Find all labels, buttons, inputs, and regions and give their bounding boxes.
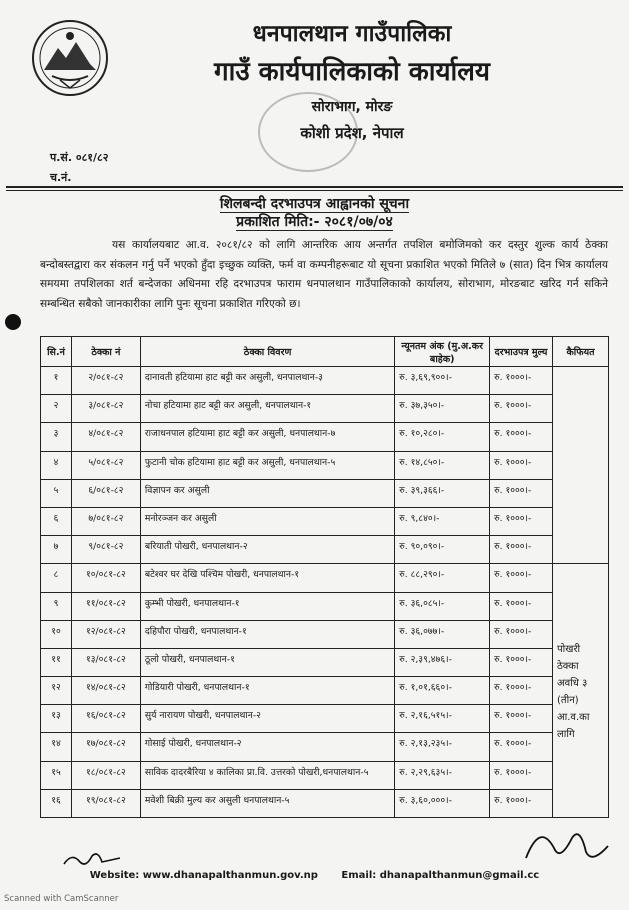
row-fee: रु. १०००।- <box>490 789 553 817</box>
row-contract-no: ४/०८१-८२ <box>71 423 140 451</box>
header-min-amount: न्यूनतम अंक (मु.अ.कर बाहेक) <box>395 337 490 367</box>
row-sn: ८ <box>41 564 72 592</box>
header-divider-thin <box>6 190 623 191</box>
table-row <box>41 367 609 395</box>
row-description: नोचा हटियामा हाट बट्टी कर असुली, धनपालथान-१ <box>140 395 394 423</box>
scanner-watermark: Scanned with CamScanner <box>4 894 119 904</box>
province-country: कोशी प्रदेश, नेपाल <box>300 124 404 142</box>
signature-right-icon <box>520 818 612 868</box>
row-min-amount: रु. ८८,२९०।- <box>395 564 490 592</box>
contract-table <box>40 336 609 818</box>
header-divider <box>6 186 623 188</box>
row-min-amount: रु. १०,२८०।- <box>395 423 490 451</box>
row-fee: रु. १०००।- <box>490 677 553 705</box>
reference-number: प.सं. ०८१/८२ <box>50 151 109 164</box>
header-description: ठेक्का विवरण <box>140 337 394 367</box>
row-fee: रु. १०००।- <box>490 592 553 620</box>
table-row <box>41 648 609 676</box>
row-contract-no: १२/०८१-८२ <box>71 620 140 648</box>
header-sn: सि.नं <box>41 337 72 367</box>
table-row <box>41 507 609 535</box>
row-contract-no: ५/०८१-८२ <box>71 451 140 479</box>
row-min-amount: रु. ९०,०९०।- <box>395 536 490 564</box>
row-fee: रु. १०००।- <box>490 395 553 423</box>
table-row <box>41 479 609 507</box>
table-row <box>41 705 609 733</box>
table-row <box>41 789 609 817</box>
row-contract-no: १०/०८१-८२ <box>71 564 140 592</box>
table-row <box>41 620 609 648</box>
row-description: बरियाती पोखरी, धनपालथान-२ <box>140 536 394 564</box>
row-contract-no: ६/०८१-८२ <box>71 479 140 507</box>
row-contract-no: १४/०८१-८२ <box>71 677 140 705</box>
footer-website: Website: www.dhanapalthanmun.gov.np <box>89 870 318 881</box>
row-description: साविक दादरबैरिया ४ कालिका प्रा.वि. उत्तरको पोखरी,धनपालथान-५ <box>140 761 394 789</box>
row-min-amount: रु. २,२९,६३५।- <box>395 761 490 789</box>
row-description: सुर्य नारायण पोखरी, धनपालथान-२ <box>140 705 394 733</box>
row-min-amount: रु. १४,८५०।- <box>395 451 490 479</box>
row-remarks-empty <box>553 367 609 564</box>
row-min-amount: रु. २,३९,४७६।- <box>395 648 490 676</box>
notice-title: शिलबन्दी दरभाउपत्र आह्वानको सूचना <box>219 196 410 212</box>
office-address: सोराभाग, मोरङ <box>311 99 393 115</box>
row-description: बटेश्वर घर देखि पश्चिम पोखरी, धनपालथान-१ <box>140 564 394 592</box>
signature-left-icon <box>62 848 122 870</box>
row-sn: ११ <box>41 648 72 676</box>
office-name: गाउँ कार्यपालिकाको कार्यालय <box>214 57 490 87</box>
header-contract-no: ठेक्का नं <box>71 337 140 367</box>
row-sn: ६ <box>41 507 72 535</box>
row-min-amount: रु. ३,६९,९००।- <box>395 367 490 395</box>
table-row <box>41 536 609 564</box>
row-description: फुटानी चोक हटियामा हाट बट्टी कर असुली, धनपालथान-५ <box>140 451 394 479</box>
table-row <box>41 564 609 592</box>
footer-email: Email: dhanapalthanmun@gmail.cc <box>341 870 540 881</box>
row-contract-no: ७/०८१-८२ <box>71 507 140 535</box>
row-min-amount: रु. ३७,३५०।- <box>395 395 490 423</box>
row-sn: ९ <box>41 592 72 620</box>
row-description: कुम्भी पोखरी, धनपालथान-१ <box>140 592 394 620</box>
row-description: गोसाई पोखरी, धनपालथान-२ <box>140 733 394 761</box>
row-fee: रु. १०००।- <box>490 620 553 648</box>
row-contract-no: १९/०८१-८२ <box>71 789 140 817</box>
row-sn: १० <box>41 620 72 648</box>
row-description: दानावती हटियामा हाट बट्टी कर असुली, धनपालथान-३ <box>140 367 394 395</box>
municipality-name: धनपालथान गाउँपालिका <box>252 21 452 47</box>
table-row <box>41 592 609 620</box>
row-fee: रु. १०००।- <box>490 648 553 676</box>
row-contract-no: १८/०८१-८२ <box>71 761 140 789</box>
row-sn: १६ <box>41 789 72 817</box>
row-description: ठूलो पोखरी, धनपालथान-१ <box>140 648 394 676</box>
row-fee: रु. १०००।- <box>490 564 553 592</box>
row-contract-no: ३/०८१-८२ <box>71 395 140 423</box>
row-fee: रु. १०००।- <box>490 367 553 395</box>
row-min-amount: रु. २,१६,५१५।- <box>395 705 490 733</box>
table-row <box>41 761 609 789</box>
remarks-text: पोखरी ठेक्का अवधि ३ (तीन) आ.व.का लागि <box>557 644 590 741</box>
header-remarks: कैफियत <box>553 337 609 367</box>
row-fee: रु. १०००।- <box>490 479 553 507</box>
row-min-amount: रु. ३९,३६६।- <box>395 479 490 507</box>
header-fee: दरभाउपत्र मुल्य <box>490 337 553 367</box>
footer-contact <box>0 870 629 881</box>
row-contract-no: १७/०८१-८२ <box>71 733 140 761</box>
notice-body: यस कार्यालयबाट आ.व. २०८१/८२ को लागि आन्तरिक आय अन्तर्गत तपशिल बमोजिमको कर दस्तुर शुल्क कार्य ठेक्का बन्दोबस्तद्वारा कर संकलन गर्नु पर्ने भएको हुँदा इच्छुक व्यक्ति, फर्म वा कम्पनीहरूबाट यो सूचना प्रकाशित भएको मितिले ७ (सात) दिन भित्र कार्यालय समयमा तपशिलका शर्त बन्देजका अधिनमा रहि दरभाउपत्र फाराम धनपालथान गाउँपालिकाको कार्यालय, सोराभाग, मोरङबाट खरिद गर्न सकिने सम्बन्धित सबैको जानकारीका लागि पुनः सूचना प्रकाशित गरिएको छ। <box>40 239 608 310</box>
row-fee: रु. १०००।- <box>490 761 553 789</box>
row-description: गोडियारी पोखरी, धनपालथान-१ <box>140 677 394 705</box>
row-fee: रु. १०००।- <box>490 705 553 733</box>
row-contract-no: ११/०८१-८२ <box>71 592 140 620</box>
row-fee: रु. १०००।- <box>490 423 553 451</box>
row-description: दहिपौरा पोखरी, धनपालथान-१ <box>140 620 394 648</box>
row-min-amount: रु. ९,८४०।- <box>395 507 490 535</box>
row-sn: १२ <box>41 677 72 705</box>
row-contract-no: २/०८१-८२ <box>71 367 140 395</box>
publication-date: प्रकाशित मिति:- २०८१/०७/०४ <box>236 214 393 230</box>
table-row <box>41 677 609 705</box>
row-min-amount: रु. १,०१,६६०।- <box>395 677 490 705</box>
row-contract-no: ९/०८१-८२ <box>71 536 140 564</box>
table-row <box>41 733 609 761</box>
row-sn: ४ <box>41 451 72 479</box>
row-description: मनोरञ्जन कर असुली <box>140 507 394 535</box>
row-sn: २ <box>41 395 72 423</box>
row-min-amount: रु. ३६,०७७।- <box>395 620 490 648</box>
row-description: राजाधनपाल हटियामा हाट बट्टी कर असुली, धनपालथान-७ <box>140 423 394 451</box>
row-contract-no: १३/०८१-८२ <box>71 648 140 676</box>
row-min-amount: रु. २,१३,२३५।- <box>395 733 490 761</box>
table-row <box>41 423 609 451</box>
row-fee: रु. १०००।- <box>490 536 553 564</box>
table-row <box>41 451 609 479</box>
row-min-amount: रु. ३,६०,०००।- <box>395 789 490 817</box>
row-sn: ७ <box>41 536 72 564</box>
row-sn: १४ <box>41 733 72 761</box>
row-description: मवेशी बिक्री मुल्य कर असुली धनपालथान-५ <box>140 789 394 817</box>
row-sn: १५ <box>41 761 72 789</box>
table-row <box>41 395 609 423</box>
row-sn: १३ <box>41 705 72 733</box>
row-fee: रु. १०००।- <box>490 451 553 479</box>
punch-hole-dot <box>5 314 21 330</box>
table-header-row <box>41 337 609 367</box>
row-fee: रु. १०००।- <box>490 507 553 535</box>
row-description: विज्ञापन कर असुली <box>140 479 394 507</box>
row-min-amount: रु. ३६,०८५।- <box>395 592 490 620</box>
row-sn: ५ <box>41 479 72 507</box>
dispatch-number: च.नं. <box>50 171 72 184</box>
row-fee: रु. १०००।- <box>490 733 553 761</box>
row-contract-no: १६/०८१-८२ <box>71 705 140 733</box>
row-sn: ३ <box>41 423 72 451</box>
row-remarks-pond <box>553 564 609 818</box>
row-sn: १ <box>41 367 72 395</box>
